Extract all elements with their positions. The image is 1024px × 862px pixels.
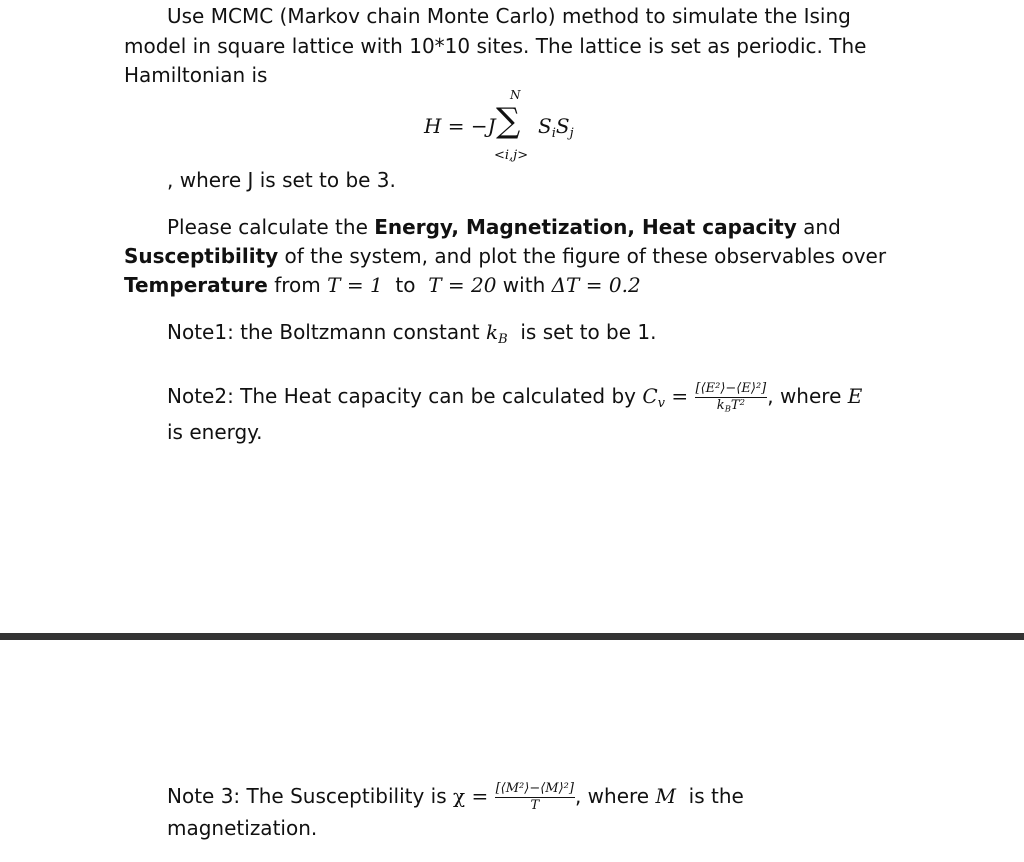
where-j-text: , where J is set to be 3. [167,168,396,192]
page-divider [0,633,1024,640]
note3-line-2: magnetization. [167,816,318,840]
hamiltonian-equation [424,88,594,166]
intro-line-1: Use MCMC (Markov chain Monte Carlo) method to simulate the Ising [167,4,851,28]
note3-line-1: Note 3: The Susceptibility is χ = $\frac{\text{[⟨M²⟩−⟨M⟩²]}}{T}$ , where M is the [167,781,744,813]
intro-line-3: Hamiltonian is [124,63,268,87]
task-line-3: Temperature from T = 1 to T = 20 with ΔT = 0.2 [124,273,641,297]
note2-line-2: is energy. [167,420,263,444]
hamiltonian-lhs: H = −J [424,114,496,138]
summation-symbol: ∑ [496,101,521,141]
task-line-1: Please calculate the Energy, Magnetization, Heat capacity and [167,215,841,239]
note1: Note1: the Boltzmann constant $k_B$ is set to be 1. [167,320,657,347]
heat-capacity-fraction: $\frac{\text{[⟨E²⟩−⟨E⟩²]}}{k_BT^2}$ [695,381,767,414]
sum-upper-limit: N [510,88,521,102]
spin-product: $S_iS_j$ [538,114,574,141]
sum-lower-limit: <i,j> [494,148,529,163]
task-line-2: Susceptibility of the system, and plot the figure of these observables over [124,244,887,268]
note2-line-1: Note2: The Heat capacity can be calculated by $C_v$ = $\frac{\text{[⟨E²⟩−⟨E⟩²]}}{k_BT^2}$ , where E [167,381,863,414]
intro-line-2: model in square lattice with 10*10 sites. The lattice is set as periodic. The [124,34,867,58]
susceptibility-fraction: $\frac{\text{[⟨M²⟩−⟨M⟩²]}}{T}$ [495,781,574,813]
